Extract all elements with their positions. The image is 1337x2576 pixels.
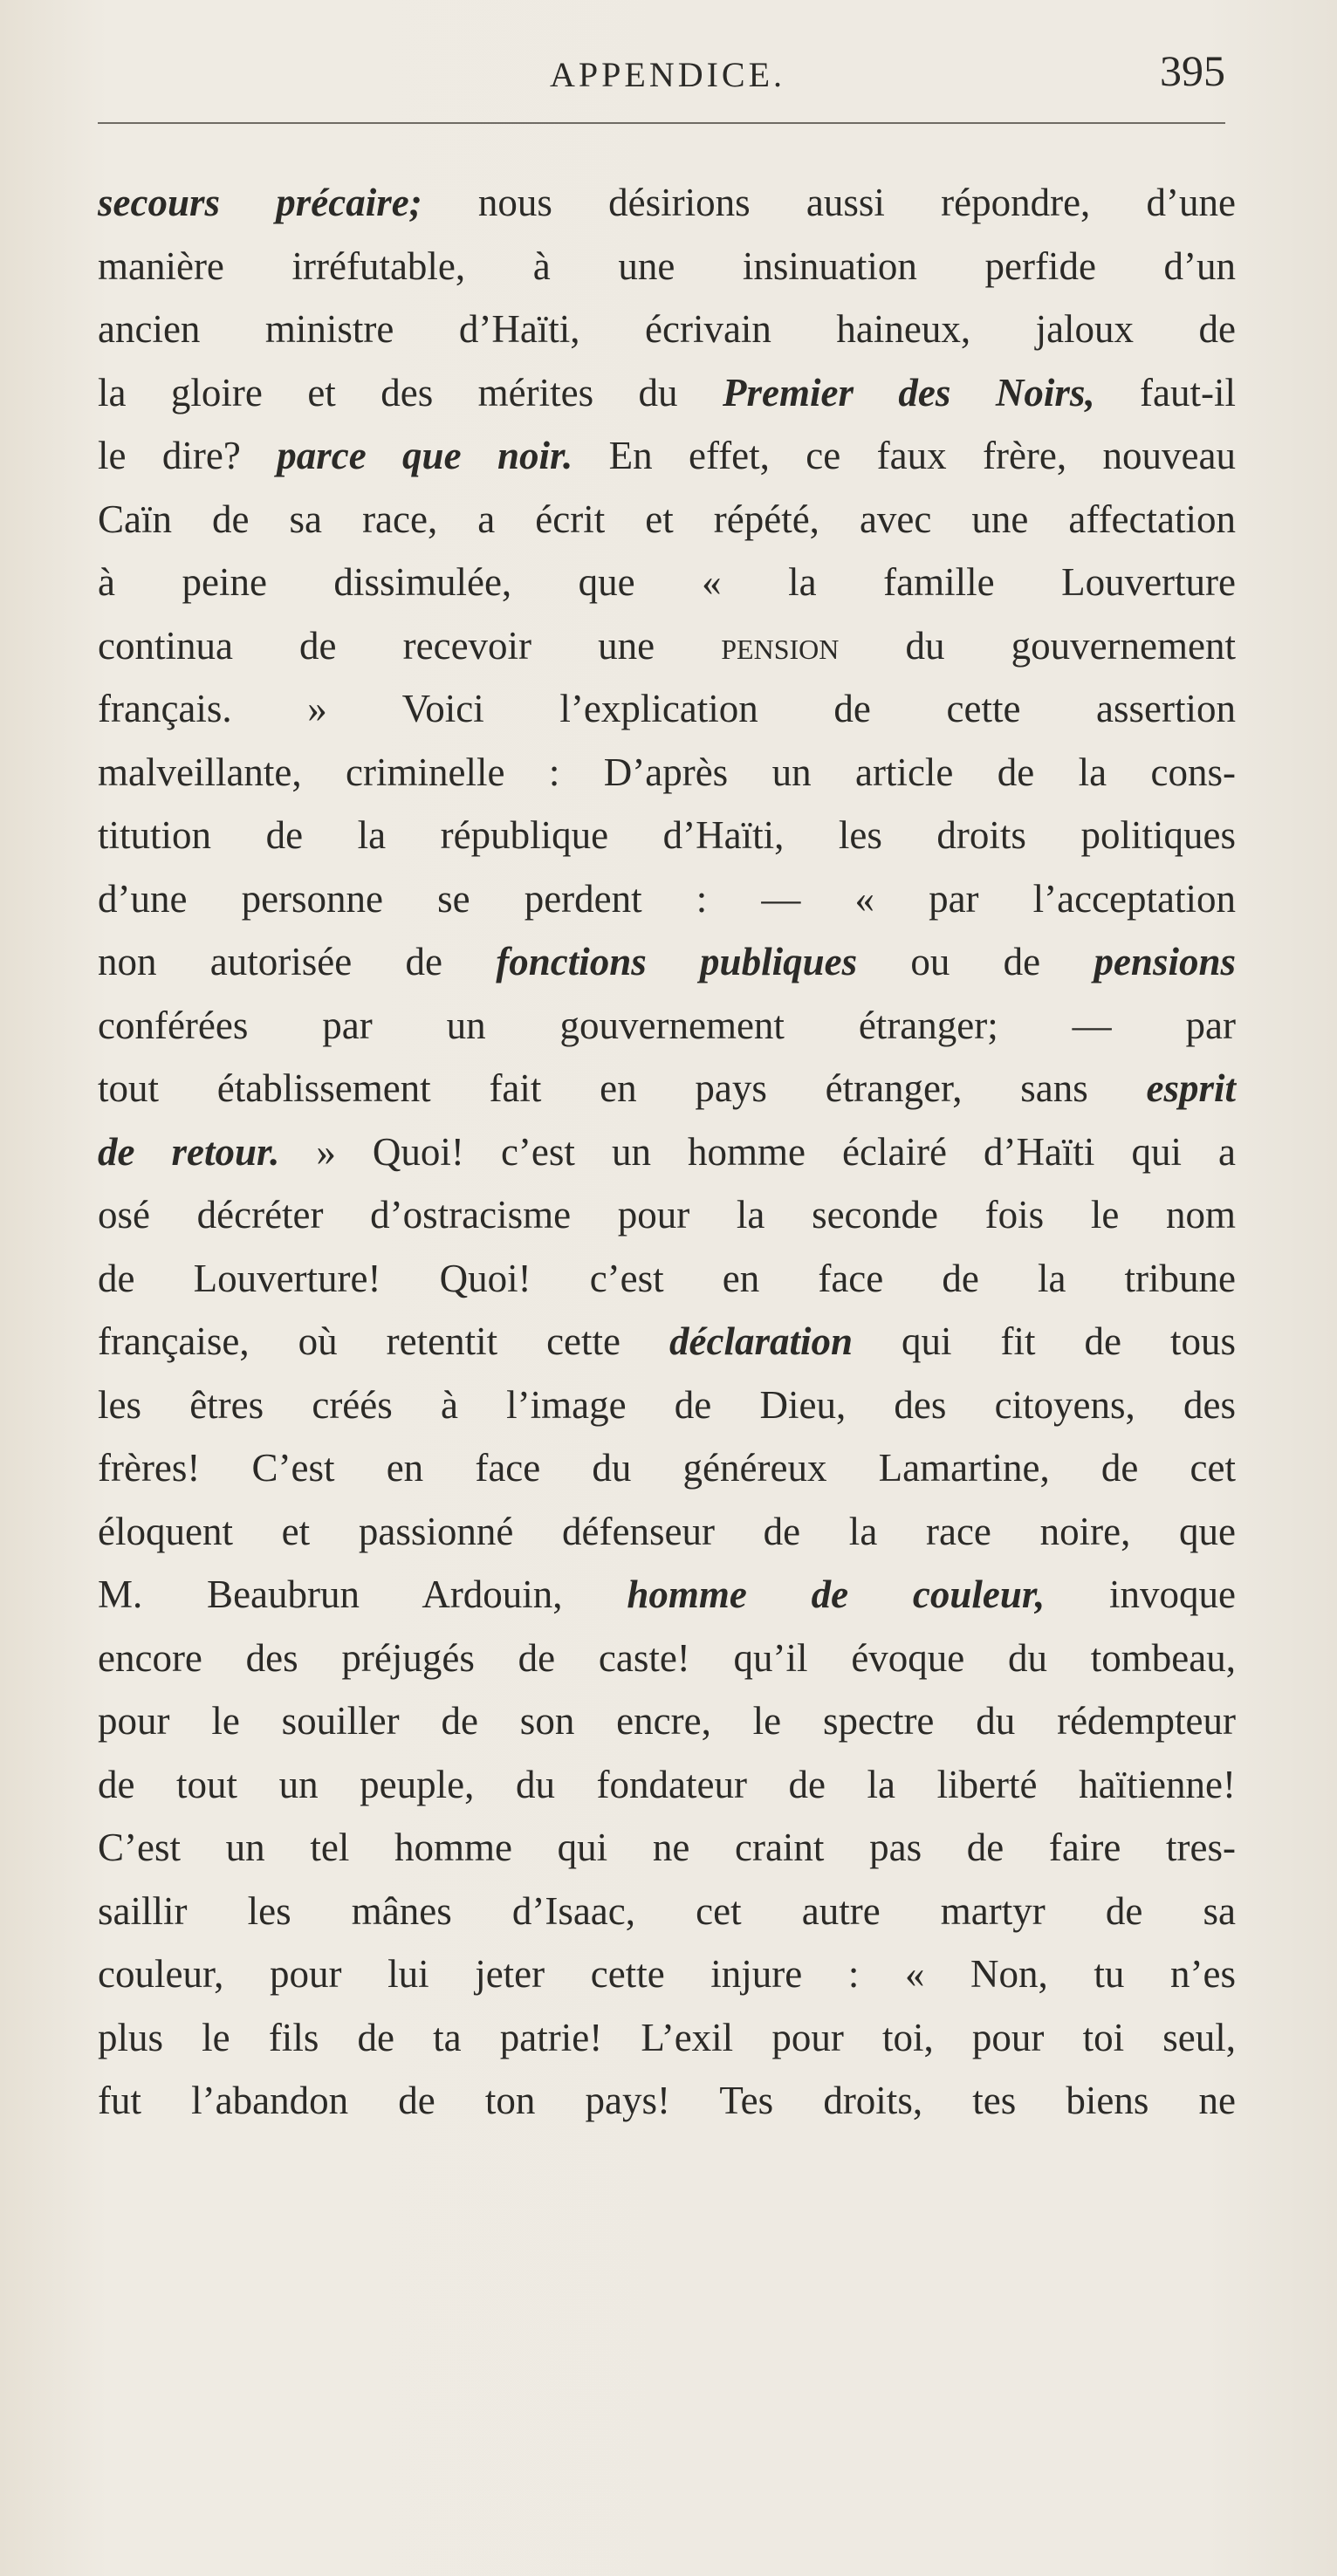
text-line: [98, 614, 1236, 678]
page-header: [98, 42, 1232, 103]
text-line: [98, 1689, 1236, 1753]
italic-text: de retour.: [98, 1129, 280, 1174]
text-line: [98, 741, 1236, 805]
text-line: [98, 2069, 1236, 2133]
italic-text: Premier des Noirs,: [723, 370, 1095, 414]
text-line: [98, 677, 1236, 741]
text-run: C’est un tel homme qui ne craint pas de faire tres-: [98, 1826, 1236, 1869]
text-run: » Quoi! c’est un homme éclairé d’Haïti qui a: [279, 1129, 1236, 1174]
text-run: tout établissement fait en pays étranger, sans: [98, 1066, 1147, 1110]
text-run: français. » Voici l’explication de cette assertion: [98, 687, 1236, 730]
text-run: pour le souiller de son encre, le spectre du rédempteur: [98, 1699, 1236, 1743]
text-run: continua de recevoir une: [98, 623, 722, 668]
text-run: malveillante, criminelle : D’après un article de la cons-: [98, 750, 1236, 794]
text-run: du gouvernement: [839, 623, 1236, 668]
text-run: qui fit de tous: [853, 1319, 1237, 1363]
running-head: APPENDICE.: [550, 55, 786, 94]
text-line: [98, 424, 1236, 488]
text-line: [98, 1563, 1236, 1627]
text-line: [98, 1247, 1236, 1311]
text-line: [98, 551, 1236, 614]
text-line: [98, 867, 1236, 931]
text-run: invoque: [1045, 1572, 1236, 1616]
text-line: [98, 235, 1236, 298]
text-line: [98, 171, 1236, 235]
small-caps-text: pension: [721, 623, 840, 668]
page-number: 395: [1160, 46, 1225, 95]
text-line: [98, 1880, 1236, 1943]
header-rule: [98, 122, 1225, 124]
text-line: [98, 2006, 1236, 2070]
text-run: saillir les mânes d’Isaac, cet autre martyr de sa: [98, 1888, 1236, 1933]
text-line: [98, 1183, 1236, 1247]
text-run: française, où retentit cette: [98, 1319, 670, 1363]
italic-text: pensions: [1094, 940, 1236, 983]
text-run: d’une personne se perdent : — « par l’acceptation: [98, 876, 1236, 921]
text-run: éloquent et passionné défenseur de la race noire, que: [98, 1509, 1236, 1553]
italic-text: homme de couleur,: [627, 1572, 1046, 1616]
body-text: [98, 171, 1236, 2133]
text-run: le dire?: [98, 434, 278, 477]
text-line: [98, 1436, 1236, 1500]
text-run: fut l’abandon de ton pays! Tes droits, tes biens ne: [98, 2079, 1236, 2122]
text-run: faut-il: [1094, 370, 1236, 414]
text-line: [98, 1057, 1236, 1120]
text-line: [98, 1753, 1236, 1817]
text-run: les êtres créés à l’image de Dieu, des citoyens, des: [98, 1382, 1236, 1427]
italic-text: fonctions publiques: [496, 940, 858, 983]
text-run: non autorisée de: [98, 940, 497, 983]
text-line: [98, 930, 1236, 994]
text-run: Caïn de sa race, a écrit et répété, avec une affectation: [98, 497, 1236, 541]
text-line: [98, 994, 1236, 1058]
italic-text: secours précaire;: [98, 181, 422, 224]
text-line: [98, 1120, 1236, 1184]
text-line: [98, 804, 1236, 867]
text-line: [98, 1627, 1236, 1690]
italic-text: esprit: [1146, 1066, 1236, 1110]
text-run: de Louverture! Quoi! c’est en face de la tribune: [98, 1256, 1236, 1300]
text-run: ancien ministre d’Haïti, écrivain haineux, jaloux de: [98, 307, 1236, 351]
italic-text: parce que noir.: [277, 434, 573, 477]
text-run: plus le fils de ta patrie! L’exil pour toi, pour toi seul,: [98, 2015, 1236, 2059]
text-run: à peine dissimulée, que « la famille Louverture: [98, 560, 1236, 604]
text-run: nous désirions aussi répondre, d’une: [422, 181, 1236, 224]
text-run: titution de la république d’Haïti, les droits politiques: [98, 813, 1236, 857]
text-run: En effet, ce faux frère, nouveau: [573, 434, 1236, 477]
italic-text: déclaration: [669, 1319, 854, 1363]
text-run: de tout un peuple, du fondateur de la liberté haïtienne!: [98, 1762, 1236, 1806]
text-run: encore des préjugés de caste! qu’il évoque du tombeau,: [98, 1635, 1236, 1680]
text-run: osé décréter d’ostracisme pour la seconde fois le nom: [98, 1193, 1236, 1237]
text-run: conférées par un gouvernement étranger; — par: [98, 1003, 1236, 1047]
text-line: [98, 1310, 1236, 1374]
text-run: couleur, pour lui jeter cette injure : « Non, tu n’es: [98, 1952, 1236, 1996]
text-line: [98, 1374, 1236, 1437]
text-line: [98, 361, 1236, 425]
text-line: [98, 1942, 1236, 2006]
text-line: [98, 1816, 1236, 1880]
text-line: [98, 298, 1236, 361]
text-run: manière irréfutable, à une insinuation perfide d’un: [98, 243, 1236, 288]
text-run: la gloire et des mérites du: [98, 370, 723, 414]
text-run: frères! C’est en face du généreux Lamartine, de cet: [98, 1446, 1236, 1490]
text-line: [98, 1500, 1236, 1564]
text-run: M. Beaubrun Ardouin,: [98, 1572, 627, 1616]
text-line: [98, 488, 1236, 552]
text-run: ou de: [857, 940, 1094, 983]
